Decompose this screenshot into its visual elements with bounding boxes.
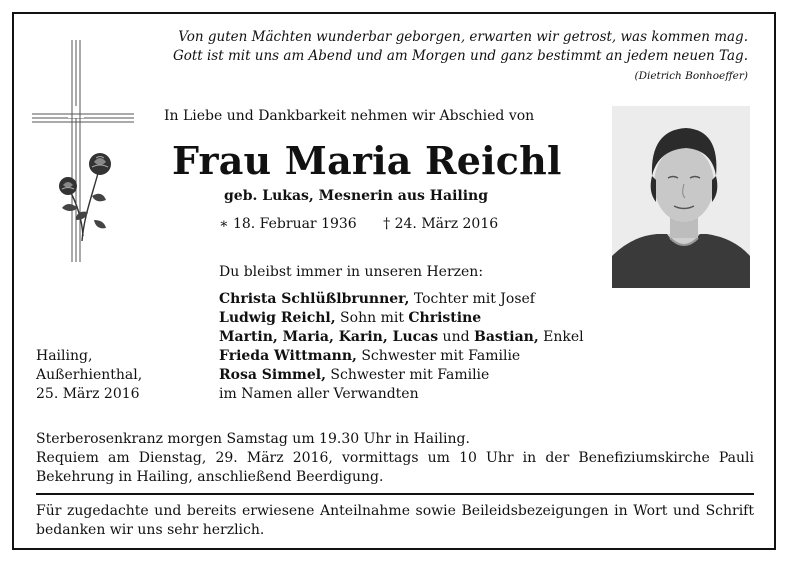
mourners-list (219, 290, 584, 404)
quote-author: (Dietrich Bonhoeffer) (634, 70, 748, 82)
mourner-line: Christa Schlüßlbrunner, Tochter mit Josef (219, 291, 535, 307)
birth-date: ∗ 18. Februar 1936 (219, 216, 357, 232)
place-line: Außerhienthal, (36, 367, 143, 383)
death-date: † 24. März 2016 (383, 216, 499, 232)
motto-text: Du bleibst immer in unseren Herzen: (219, 264, 484, 280)
date-line: 25. März 2016 (36, 386, 140, 402)
deceased-name: Frau Maria Reichl (172, 138, 562, 183)
quote-line-2: Gott ist mit uns am Abend und am Morgen und ganz bestimmt an jedem neuen Tag. (172, 48, 748, 64)
mourner-line: Frieda Wittmann, Schwester mit Familie (219, 348, 521, 364)
requiem-info: Requiem am Dienstag, 29. März 2016, vormittags um 10 Uhr in der Benefiziumskirche Pauli Bekehrung in Hailing, anschließend Beerdigung. (36, 450, 754, 485)
mourner-line: Martin, Maria, Karin, Lucas und Bastian, Enkel (219, 329, 584, 345)
mourner-line: Ludwig Reichl, Sohn mit Christine (219, 310, 482, 326)
life-dates (219, 216, 520, 232)
portrait-photo (612, 106, 750, 288)
mourner-line: im Namen aller Verwandten (219, 386, 419, 402)
place-and-date (36, 347, 142, 404)
mourner-line: Rosa Simmel, Schwester mit Familie (219, 367, 490, 383)
place-line: Hailing, (36, 348, 93, 364)
deceased-nee: geb. Lukas, Mesnerin aus Hailing (224, 188, 489, 204)
obituary-card (12, 12, 776, 550)
thanks-text: Für zugedachte und bereits erwiesene Anteilnahme sowie Beileidsbezeigungen in Wort und Schrift bedanken wir uns sehr herzlich. (36, 503, 754, 538)
intro-text: In Liebe und Dankbarkeit nehmen wir Abschied von (164, 108, 535, 124)
rosary-info: Sterberosenkranz morgen Samstag um 19.30 Uhr in Hailing. (36, 431, 470, 447)
quote-line-1: Von guten Mächten wunderbar geborgen, erwarten wir getrost, was kommen mag. (178, 29, 748, 45)
cross-with-roses-icon (30, 36, 140, 266)
divider (36, 493, 754, 495)
